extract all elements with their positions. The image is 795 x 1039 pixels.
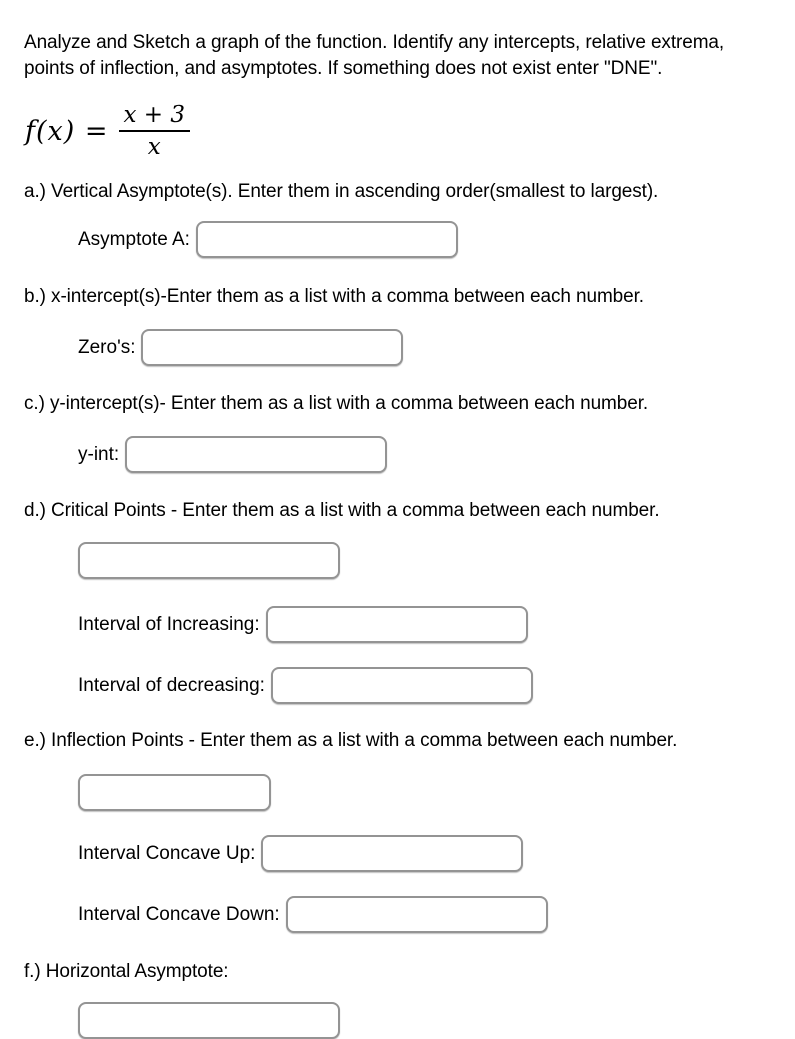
zeros-label: Zero's:: [78, 336, 136, 358]
section-b-heading: b.) x-intercept(s)-Enter them as a list with a comma between each number.: [24, 286, 644, 308]
interval-concave-up-label: Interval Concave Up:: [78, 842, 256, 864]
critical-points-input[interactable]: [78, 542, 340, 579]
formula-fraction: [119, 102, 191, 160]
y-int-row: [78, 436, 777, 473]
question-prompt: Analyze and Sketch a graph of the function. Identify any intercepts, relative extrema, points of inflection, and asymptotes. If something does not exist enter "DNE".: [24, 32, 725, 80]
y-int-input[interactable]: [125, 436, 387, 473]
asymptote-a-input[interactable]: [196, 221, 458, 258]
formula-lhs: f(x) =: [25, 115, 109, 147]
section-d-heading: d.) Critical Points - Enter them as a list with a comma between each number.: [24, 500, 660, 522]
interval-concave-down-row: [78, 896, 777, 933]
asymptote-a-row: [78, 221, 777, 258]
critical-points-row: [78, 542, 777, 579]
section-e-heading: e.) Inflection Points - Enter them as a list with a comma between each number.: [24, 730, 678, 752]
interval-concave-down-label: Interval Concave Down:: [78, 903, 280, 925]
horizontal-asymptote-input[interactable]: [78, 1002, 340, 1039]
section-f-heading: f.) Horizontal Asymptote:: [24, 961, 229, 983]
section-c-heading: c.) y-intercept(s)- Enter them as a list with a comma between each number.: [24, 393, 649, 415]
interval-decreasing-input[interactable]: [271, 667, 533, 704]
interval-concave-up-row: [78, 835, 777, 872]
zeros-row: [78, 329, 777, 366]
y-int-label: y-int:: [78, 443, 120, 465]
section-a-heading: a.) Vertical Asymptote(s). Enter them in ascending order(smallest to largest).: [24, 181, 659, 203]
fraction-numerator: x + 3: [123, 102, 185, 129]
horizontal-asymptote-row: [78, 1002, 777, 1039]
inflection-points-row: [78, 774, 777, 811]
interval-concave-down-input[interactable]: [286, 896, 548, 933]
interval-increasing-label: Interval of Increasing:: [78, 613, 260, 635]
zeros-input[interactable]: [141, 329, 403, 366]
interval-increasing-row: [78, 606, 777, 643]
fraction-denominator: x: [147, 134, 161, 161]
interval-increasing-input[interactable]: [266, 606, 528, 643]
asymptote-a-label: Asymptote A:: [78, 228, 190, 250]
interval-decreasing-row: [78, 667, 777, 704]
interval-decreasing-label: Interval of decreasing:: [78, 674, 265, 696]
inflection-points-input[interactable]: [78, 774, 271, 811]
function-formula: [25, 101, 777, 161]
interval-concave-up-input[interactable]: [261, 835, 523, 872]
